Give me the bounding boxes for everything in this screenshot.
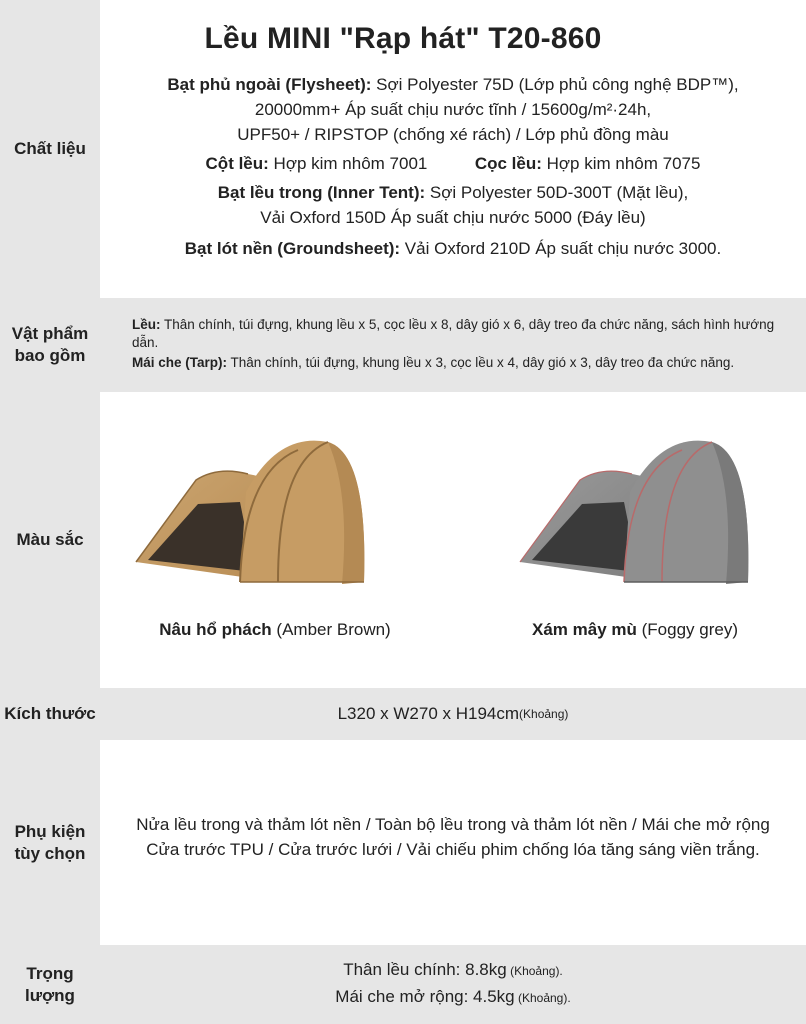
pole-value: Hợp kim nhôm 7001	[268, 154, 428, 173]
size-row	[0, 688, 806, 740]
weight-main-value: Thân lều chính: 8.8kg	[343, 960, 507, 979]
included-tent-value: Thân chính, túi đựng, khung lều x 5, cọc lều x 8, dây gió x 6, dây treo đa chức năng, sách hình hướng dẫn.	[132, 317, 775, 350]
options-line-1: Nửa lều trong và thảm lót nền / Toàn bộ lều trong và thảm lót nền / Mái che mở rộng	[136, 815, 770, 834]
ground-line	[100, 236, 806, 261]
size-content	[100, 688, 806, 740]
weight-tarp-value: Mái che mở rộng: 4.5kg	[335, 987, 515, 1006]
material-label: Chất liệu	[0, 0, 100, 298]
options-row	[0, 740, 806, 945]
flysheet-line-3: UPF50+ / RIPSTOP (chống xé rách) / Lớp phủ đồng màu	[237, 125, 669, 144]
grey-caption	[500, 620, 770, 640]
included-tent-key: Lều:	[132, 317, 161, 332]
included-tent	[100, 316, 806, 352]
size-note: (Khoảng)	[519, 707, 569, 721]
grey-name: Xám mây mù	[532, 620, 637, 639]
inner-value: Sợi Polyester 50D-300T (Mặt lều),	[425, 183, 689, 202]
included-tarp	[100, 354, 806, 372]
options-label: Phụ kiện tùy chọn	[0, 740, 100, 945]
amber-tent-image	[128, 432, 388, 592]
weight-tarp	[100, 984, 806, 1011]
weight-main	[100, 957, 806, 984]
amber-name: Nâu hổ phách	[159, 620, 272, 639]
page-title: Lều MINI "Rạp hát" T20-860	[204, 22, 602, 55]
weight-label: Trọng lượng	[25, 963, 75, 1005]
weight-row	[0, 945, 806, 1024]
flysheet-value: Sợi Polyester 75D (Lớp phủ công nghệ BDP™),	[371, 75, 739, 94]
color-label: Màu sắc	[0, 392, 100, 688]
amber-english: (Amber Brown)	[271, 620, 391, 639]
included-tarp-key: Mái che (Tarp):	[132, 355, 228, 370]
flysheet-line-2: 20000mm+ Áp suất chịu nước tĩnh / 15600g/m²·24h,	[254, 100, 652, 119]
size-value: L320 x W270 x H194cm	[337, 704, 520, 723]
pole-peg-line	[100, 151, 806, 176]
grey-tent-image	[512, 432, 772, 592]
ground-key: Bạt lót nền (Groundsheet):	[184, 239, 401, 258]
ground-value: Vải Oxford 210D Áp suất chịu nước 3000.	[400, 239, 722, 258]
material-content	[100, 72, 806, 261]
included-label: Vật phẩm bao gồm	[11, 324, 89, 365]
flysheet-key: Bạt phủ ngoài (Flysheet):	[167, 75, 372, 94]
options-content	[100, 740, 806, 945]
weight-main-note: (Khoảng).	[506, 964, 563, 978]
included-content	[100, 298, 806, 392]
color-row	[0, 392, 806, 688]
peg-key: Cọc lều:	[474, 154, 542, 173]
weight-tarp-note: (Khoảng).	[514, 991, 571, 1005]
color-content	[100, 392, 806, 688]
peg-value: Hợp kim nhôm 7075	[541, 154, 701, 173]
inner-line	[100, 180, 806, 205]
material-row	[0, 0, 806, 298]
weight-content	[100, 945, 806, 1024]
size-label: Kích thước	[4, 704, 96, 723]
grey-english: (Foggy grey)	[636, 620, 738, 639]
included-row	[0, 298, 806, 392]
options-line-2: Cửa trước TPU / Cửa trước lưới / Vải chiếu phim chống lóa tăng sáng viền trắng.	[146, 840, 760, 859]
inner-key: Bạt lều trong (Inner Tent):	[217, 183, 426, 202]
pole-key: Cột lều:	[205, 154, 269, 173]
amber-caption	[140, 620, 410, 640]
inner-line-2: Vải Oxford 150D Áp suất chịu nước 5000 (Đáy lều)	[260, 208, 646, 227]
flysheet-line	[100, 72, 806, 97]
included-tarp-value: Thân chính, túi đựng, khung lều x 3, cọc lều x 4, dây gió x 3, dây treo đa chức năng.	[227, 355, 735, 370]
